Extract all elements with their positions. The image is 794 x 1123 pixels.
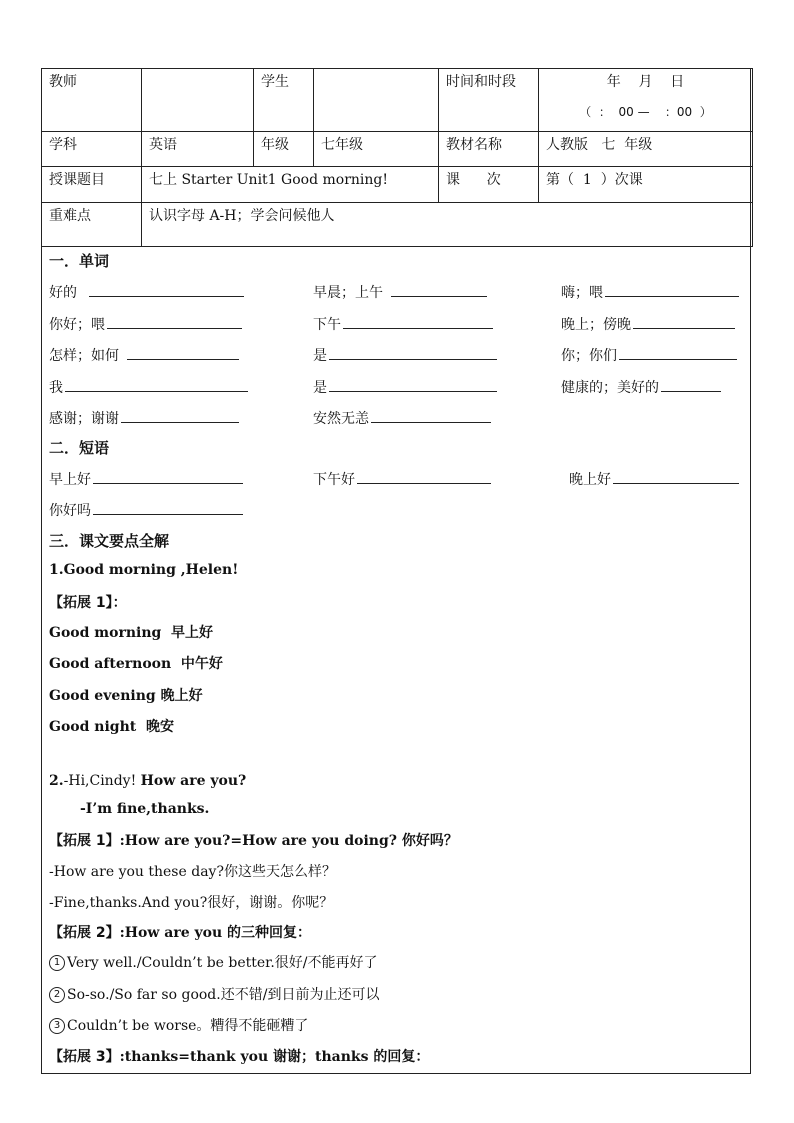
word-label: 早晨；上午 bbox=[313, 285, 383, 301]
answer-blank[interactable] bbox=[65, 377, 248, 392]
answer-blank[interactable] bbox=[391, 282, 487, 297]
reply-en: Very well./Couldn’t be better. bbox=[67, 955, 275, 971]
phrase-item[interactable] bbox=[49, 469, 243, 489]
item2-greeting: -Hi,Cindy! bbox=[63, 773, 141, 789]
reply-row bbox=[49, 952, 378, 972]
word-item[interactable] bbox=[561, 282, 739, 302]
greeting-row bbox=[49, 716, 174, 736]
item1-sentence: 1.Good morning ,Helen! bbox=[49, 562, 239, 578]
word-item[interactable] bbox=[49, 377, 248, 397]
lesson-info-table bbox=[41, 68, 753, 247]
section2-title: 二．短语 bbox=[49, 439, 110, 457]
student-label: 学生 bbox=[254, 69, 314, 132]
reply-cn: 很好/不能再好了 bbox=[274, 955, 378, 971]
word-label: 是 bbox=[313, 348, 327, 364]
ext2-example-1 bbox=[49, 861, 336, 881]
textbook-label: 教材名称 bbox=[439, 132, 539, 167]
word-label: 晚上；傍晚 bbox=[561, 317, 631, 333]
phrase-label: 晚上好 bbox=[569, 472, 611, 488]
word-label: 你；你们 bbox=[561, 348, 617, 364]
word-label: 健康的；美好的 bbox=[561, 380, 659, 396]
circled-number: 1 bbox=[49, 955, 65, 971]
word-item[interactable] bbox=[49, 408, 239, 428]
word-item[interactable] bbox=[313, 345, 497, 365]
ext2-text: :How are you?=How are you doing? 你好吗？ bbox=[119, 833, 458, 849]
word-label: 你好；喂 bbox=[49, 317, 105, 333]
example-cn: 很好，谢谢。你呢？ bbox=[207, 895, 334, 911]
ext4-row bbox=[49, 1046, 429, 1066]
word-item[interactable] bbox=[561, 345, 737, 365]
topic-label: 授课题目 bbox=[42, 167, 142, 203]
word-item[interactable] bbox=[561, 377, 721, 397]
greeting-cn: 晚上好 bbox=[160, 688, 203, 704]
example-cn: 你这些天怎么样？ bbox=[223, 864, 336, 880]
ext2-label: 【拓展 1】 bbox=[49, 833, 120, 849]
word-label: 好的 bbox=[49, 285, 77, 301]
greeting-row bbox=[49, 653, 223, 673]
answer-blank[interactable] bbox=[107, 314, 242, 329]
answer-blank[interactable] bbox=[93, 500, 243, 515]
topic-value: 七上 Starter Unit1 Good morning! bbox=[142, 167, 439, 203]
greeting-en: Good night bbox=[49, 719, 137, 735]
word-label: 我 bbox=[49, 380, 63, 396]
word-label: 怎样；如何 bbox=[49, 348, 119, 364]
reply-cn: 。糟得不能砸糟了 bbox=[196, 1018, 309, 1034]
word-label: 是 bbox=[313, 380, 327, 396]
ext4-label: 【拓展 3】 bbox=[49, 1049, 120, 1065]
section3-title: 三．课文要点全解 bbox=[49, 532, 170, 550]
greeting-cn: 早上好 bbox=[171, 625, 214, 641]
greeting-cn: 晚安 bbox=[145, 719, 174, 735]
answer-blank[interactable] bbox=[605, 282, 739, 297]
word-label: 下午 bbox=[313, 317, 341, 333]
reply-row bbox=[49, 984, 379, 1004]
greeting-en: Good evening bbox=[49, 688, 156, 704]
reply-cn: 还不错/到日前为止还可以 bbox=[220, 987, 380, 1003]
subject-value: 英语 bbox=[142, 132, 254, 167]
answer-blank[interactable] bbox=[329, 377, 497, 392]
answer-blank[interactable] bbox=[661, 377, 721, 392]
section1-title: 一．单词 bbox=[49, 252, 110, 270]
answer-blank[interactable] bbox=[93, 469, 243, 484]
answer-blank[interactable] bbox=[89, 282, 244, 297]
answer-blank[interactable] bbox=[613, 469, 739, 484]
student-value[interactable] bbox=[314, 69, 439, 132]
grade-value: 七年级 bbox=[314, 132, 439, 167]
ext3-text: :How are you 的三种回复： bbox=[119, 925, 312, 941]
greeting-row bbox=[49, 685, 203, 705]
greeting-row bbox=[49, 622, 213, 642]
ext1-label: 【拓展 1】： bbox=[49, 595, 127, 611]
word-item[interactable] bbox=[561, 314, 735, 334]
word-item[interactable] bbox=[313, 377, 497, 397]
lesson-label: 课 次 bbox=[439, 167, 539, 203]
ext2-example-2 bbox=[49, 892, 333, 912]
reply-row bbox=[49, 1015, 308, 1035]
word-item[interactable] bbox=[313, 282, 487, 302]
word-label: 安然无恙 bbox=[313, 411, 369, 427]
item2-question: How are you? bbox=[140, 773, 247, 789]
ext2-row bbox=[49, 830, 458, 850]
answer-blank[interactable] bbox=[343, 314, 493, 329]
date-line: 年 月 日 bbox=[606, 74, 685, 90]
greeting-cn: 中午好 bbox=[180, 656, 223, 672]
answer-blank[interactable] bbox=[357, 469, 491, 484]
textbook-value: 人教版 七 年级 bbox=[539, 132, 753, 167]
answer-blank[interactable] bbox=[633, 314, 735, 329]
greeting-en: Good morning bbox=[49, 625, 162, 641]
item2-sentence bbox=[49, 773, 246, 789]
example-en: -How are you these day? bbox=[49, 864, 224, 880]
word-item[interactable] bbox=[313, 408, 491, 428]
ext3-label: 【拓展 2】 bbox=[49, 925, 120, 941]
teacher-value[interactable] bbox=[142, 69, 254, 132]
keypoints-label: 重难点 bbox=[42, 203, 142, 247]
item2-reply: -I’m fine,thanks. bbox=[80, 801, 210, 817]
answer-blank[interactable] bbox=[329, 345, 497, 360]
circled-number: 2 bbox=[49, 987, 65, 1003]
keypoints-value: 认识字母 A-H；学会问候他人 bbox=[142, 203, 753, 247]
ext4-text: :thanks=thank you 谢谢；thanks 的回复： bbox=[119, 1049, 430, 1065]
example-en: -Fine,thanks.And you? bbox=[49, 895, 208, 911]
answer-blank[interactable] bbox=[619, 345, 737, 360]
ext3-row bbox=[49, 922, 311, 942]
word-item[interactable] bbox=[313, 314, 493, 334]
reply-en: So-so./So far so good. bbox=[67, 987, 221, 1003]
phrase-label: 你好吗 bbox=[49, 503, 91, 519]
word-item[interactable] bbox=[49, 314, 242, 334]
word-label: 嗨；喂 bbox=[561, 285, 603, 301]
phrase-label: 下午好 bbox=[313, 472, 355, 488]
time-label: 时间和时段 bbox=[439, 69, 539, 132]
subject-label: 学科 bbox=[42, 132, 142, 167]
teacher-label: 教师 bbox=[42, 69, 142, 132]
time-range-line: （ ： 00 — ：00 ） bbox=[579, 105, 712, 119]
item2-number: 2. bbox=[49, 773, 64, 789]
greeting-en: Good afternoon bbox=[49, 656, 172, 672]
answer-blank[interactable] bbox=[127, 345, 239, 360]
answer-blank[interactable] bbox=[121, 408, 239, 423]
phrase-item[interactable] bbox=[569, 469, 739, 489]
word-item[interactable] bbox=[49, 282, 244, 302]
word-label: 感谢；谢谢 bbox=[49, 411, 119, 427]
phrase-item[interactable] bbox=[313, 469, 491, 489]
word-item[interactable] bbox=[49, 345, 239, 365]
answer-blank[interactable] bbox=[371, 408, 491, 423]
time-value[interactable] bbox=[539, 69, 753, 132]
circled-number: 3 bbox=[49, 1018, 65, 1034]
phrase-label: 早上好 bbox=[49, 472, 91, 488]
lesson-value: 第（ 1 ）次课 bbox=[539, 167, 753, 203]
reply-en: Couldn’t be worse bbox=[67, 1018, 197, 1034]
phrase-item[interactable] bbox=[49, 500, 243, 520]
grade-label: 年级 bbox=[254, 132, 314, 167]
